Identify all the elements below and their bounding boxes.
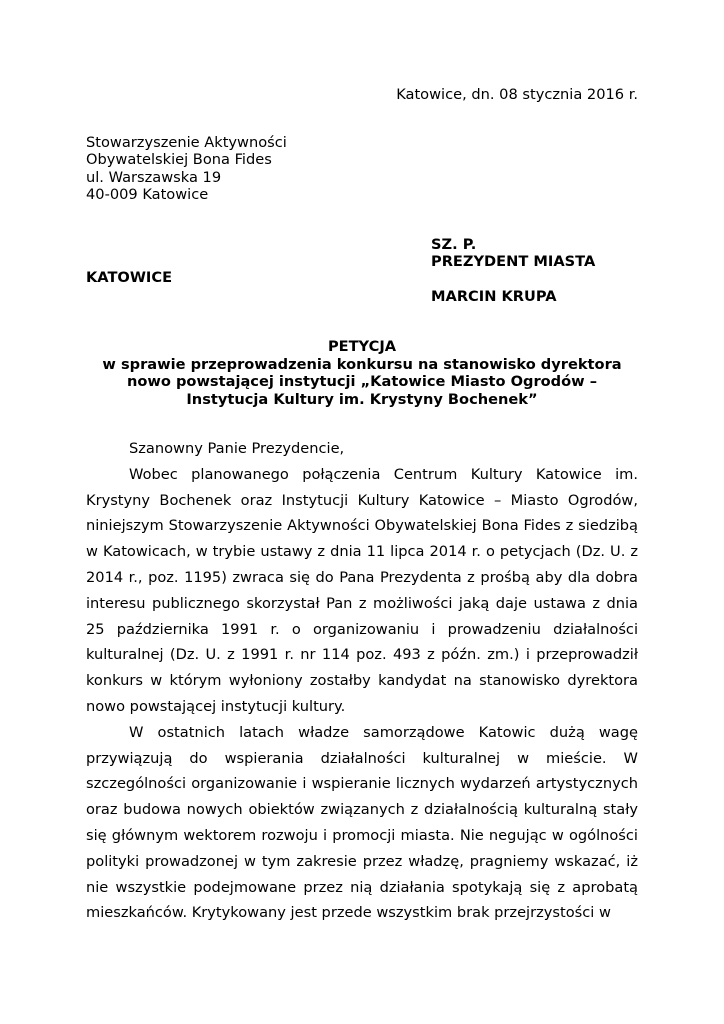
title-line-1: PETYCJA: [327, 338, 397, 355]
title-line-2: w sprawie przeprowadzenia konkursu na stanowisko dyrektora: [102, 355, 622, 373]
sender-address: [86, 134, 287, 204]
recipient-line-1: SZ. P.: [431, 236, 477, 253]
recipient-gap: [431, 271, 595, 288]
recipient-line-3: MARCIN KRUPA: [431, 288, 557, 306]
title-line-4: Instytucja Kultury im. Krystyny Bochenek”: [186, 390, 538, 408]
recipient-block: [431, 236, 595, 306]
recipient-city: KATOWICE: [86, 269, 173, 286]
title-line-3: nowo powstającej instytucji „Katowice Miasto Ogrodów –: [126, 373, 598, 391]
sender-line-2: Obywatelskiej Bona Fides: [86, 151, 272, 169]
sender-line-1: Stowarzyszenie Aktywności: [86, 134, 287, 151]
sender-line-3: ul. Warszawska 19: [86, 168, 222, 186]
date-line: Katowice, dn. 08 stycznia 2016 r.: [396, 86, 638, 103]
greeting: Szanowny Panie Prezydencie,: [129, 440, 345, 457]
sender-line-4: 40-009 Katowice: [86, 186, 209, 204]
body-paragraph-1: Wobec planowanego połączenia Centrum Kultury Katowice im. Krystyny Bochenek oraz Instytucji Kultury Katowice – Miasto Ogrodów, niniejszym Stowarzyszenie Aktywności Obywatelskiej Bona Fides z siedzibą w Katowicach, w trybie ustawy z dnia 11 lipca 2014 r. o petycjach (Dz. U. z 2014 r., poz. 1195) zwraca się do Pana Prezydenta z prośbą aby dla dobra interesu publicznego skorzystał Pan z możliwości jaką daje ustawa z dnia 25 października 1991 r. o organizowaniu i prowadzeniu działalności kulturalnej (Dz. U. z 1991 r. nr 114 poz. 493 z późn. zm.) i przeprowadził konkurs w którym wyłoniony zostałby kandydat na stanowisko dyrektora nowo powstającej instytucji kultury.: [86, 465, 638, 715]
letter-body: [86, 436, 638, 926]
body-paragraph-2: W ostatnich latach władze samorządowe Katowic dużą wagę przywiązują do wspierania działalności kulturalnej w mieście. W szczególności organizowanie i wspieranie licznych wydarzeń artystycznych oraz budowa nowych obiektów związanych z działalnością kulturalną stały się głównym wektorem rozwoju i promocji miasta. Nie negując w ogólności polityki prowadzonej w tym zakresie przez władzę, pragniemy wskazać, iż nie wszystkie podejmowane przez nią działania spotykają się z aprobatą mieszkańców. Krytykowany jest przede wszystkim brak przejrzystości w: [86, 723, 638, 922]
petition-title: [86, 338, 638, 408]
recipient-line-2: PREZYDENT MIASTA: [431, 253, 596, 271]
